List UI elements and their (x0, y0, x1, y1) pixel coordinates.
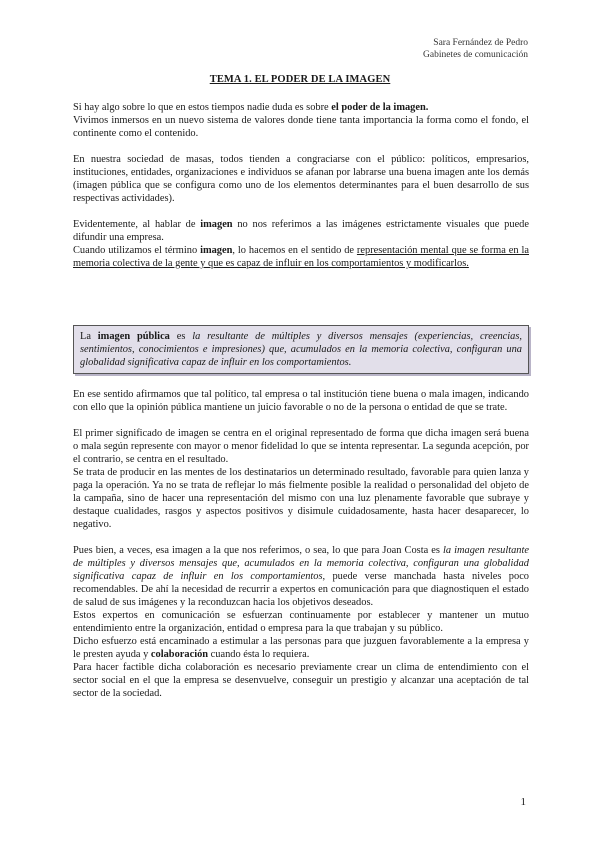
page-title: TEMA 1. EL PODER DE LA IMAGEN (209, 74, 391, 85)
bold-text: imagen (200, 245, 233, 256)
text-span: no nos referimos a las imágenes estrictamente visuales que puede difundir una empresa. (73, 219, 529, 243)
paragraph-meaning: El primer significado de imagen se centra en el original representado de forma que dicha imagen será buena o mala según represente con mayor o menor fidelidad lo que se intenta representar. La segunda acepción, por el contrario, se centra en el resultado. (73, 428, 529, 465)
paragraph-values: Vivimos inmersos en un nuevo sistema de valores donde tiene tanta importancia la forma como el fondo, el continente como el contenido. (73, 115, 529, 139)
bold-text: imagen (200, 219, 233, 230)
text-span: Dicho esfuerzo está encaminado a estimular a las personas para que juzguen favorablemente a la empresa y le presten ayuda y (73, 636, 529, 660)
text-span: Cuando utilizamos el término (73, 245, 201, 256)
header-department: Gabinetes de comunicación (423, 50, 528, 60)
text-span: es (169, 331, 193, 342)
paragraph-costa (73, 544, 529, 609)
paragraph-result: Se trata de producir en las mentes de los destinatarios un determinado resultado, favorable para quien lanza y paga la operación. Ya no se trata de reflejar lo más fielmente posible la realidad o personalidad del objeto de la campaña, sino de hacer una representación del mismo con una luz plenamente favorable que subraye y destaque cualidades, rasgos y aspectos positivos y disimule cuidadosamente, hasta hacer desaparecer, lo negativo. (73, 467, 529, 530)
paragraph-effort (73, 635, 529, 661)
paragraph-image-definition (73, 218, 529, 244)
text-span: , puede verse manchada hasta niveles poco recomendables. De ahí la necesidad de recurrir a expertos en comunicación para que diagnostiquen el estado de salud de sus imágenes y la reconduzcan hacia los objetivos deseados. (73, 571, 529, 608)
italic-text: la resultante de múltiples y diversos mensajes (experiencias, creencias, sentimientos, conocimientos e impresiones) que, acumulados en la memoria colectiva, configuran una globalidad significativa capaz de influir en los comportamientos. (80, 331, 522, 368)
document-body-continued (73, 388, 529, 700)
paragraph-term (73, 244, 529, 270)
definition-section (73, 325, 529, 374)
text-span: , lo hacemos en el sentido de (232, 245, 357, 256)
definition-box (73, 325, 529, 374)
text-span: Si hay algo sobre lo que en estos tiempos nadie duda es sobre (73, 102, 332, 113)
paragraph-intro (73, 101, 529, 114)
text-span: Evidentemente, al hablar de (73, 219, 201, 230)
text-span: Pues bien, a veces, esa imagen a la que nos referimos, o sea, lo que para Joan Costa es (73, 545, 443, 556)
paragraph-opinion: En ese sentido afirmamos que tal político, tal empresa o tal institución tiene buena o mala imagen, indicando con ello que la opinión pública mantiene un juicio favorable o no de la persona o entidad de que se trate. (73, 389, 529, 413)
underlined-text: representación mental que se forma en la memoria colectiva de la gente y que es capaz de influir en los comportamientos y modificarlos. (73, 245, 529, 269)
bold-text: imagen pública (97, 331, 170, 342)
paragraph-society: En nuestra sociedad de masas, todos tienden a congraciarse con el público: políticos, empresarios, instituciones, entidades, organizaciones e individuos se afanan por labrarse una buena imagen ante los demás (imagen pública que se configura como uno de los elementos determinantes para el buen desarrollo de sus respectivas actividades). (73, 154, 529, 204)
bold-text: el poder de la imagen. (331, 102, 429, 113)
document-body (73, 101, 529, 270)
text-span: La (80, 331, 98, 342)
italic-text: la imagen resultante de múltiples y diversos mensajes que, acumulados en la memoria colectiva, configuran una globalidad significativa capaz de influir en los comportamientos (73, 545, 529, 582)
header-author: Sara Fernández de Pedro (433, 38, 528, 48)
bold-text: colaboración (150, 649, 209, 660)
text-span: cuando ésta lo requiera. (208, 649, 310, 660)
paragraph-experts: Estos expertos en comunicación se esfuerzan continuamente por establecer y mantener un mutuo entendimiento entre la organización, entidad o empresa para la que trabajan y su público. (73, 610, 529, 634)
paragraph-collaboration: Para hacer factible dicha colaboración es necesario previamente crear un clima de entendimiento con el sector social en el que la empresa se desenvuelve, conseguir un prestigio y alcanzar una aceptación de tal sector de la sociedad. (73, 662, 529, 699)
page-header (423, 37, 528, 61)
page-number: 1 (520, 796, 526, 808)
